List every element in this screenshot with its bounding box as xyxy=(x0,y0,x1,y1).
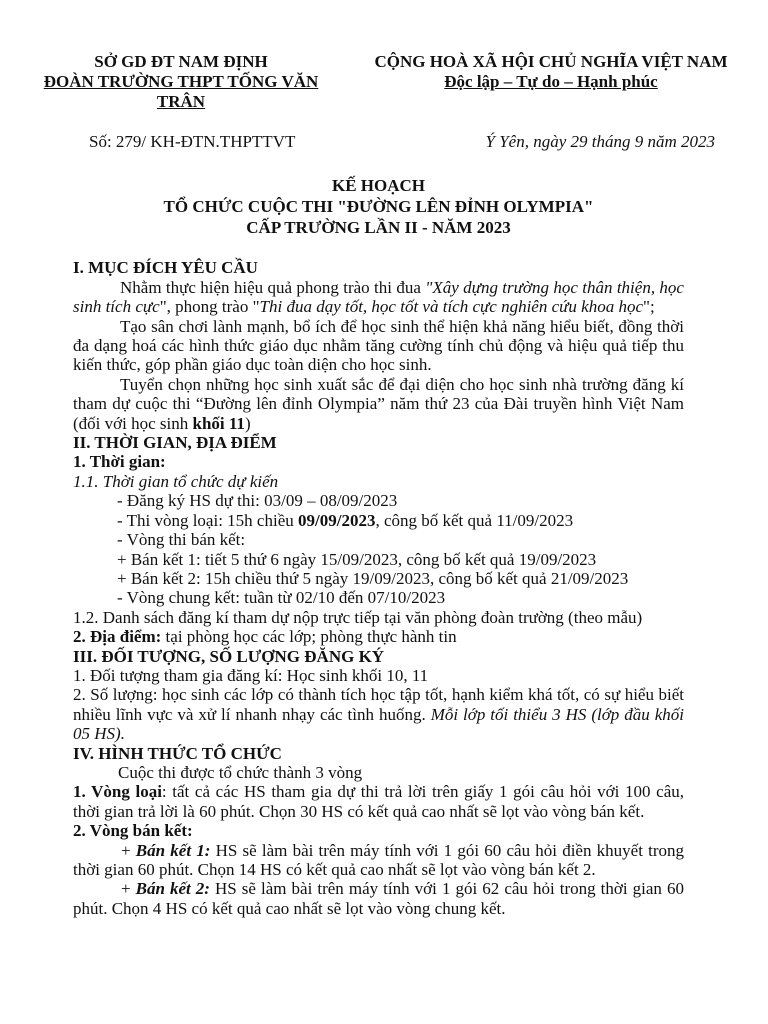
semifinal-1-paragraph xyxy=(73,841,684,880)
text-run: , công bố kết quả 11/09/2023 xyxy=(375,510,574,530)
text-run: HS sẽ làm bài trên máy tính với 1 gói 62 câu hỏi trong thời gian 60 phút. Chọn 4 HS có kết quả cao nhất sẽ lọt vào vòng chung kết. xyxy=(73,879,684,918)
text-run: + xyxy=(121,840,136,860)
text-run: 2. Số lượng: học sinh các lớp có thành tích học tập tốt, hạnh kiểm khá tốt, có sự hiểu biết nhiều lĩnh vực và xử lí nhanh nhạy các tình huống. xyxy=(73,685,684,724)
document-date: Ý Yên, ngày 29 tháng 9 năm 2023 xyxy=(485,132,715,151)
text-run-bold: 2. Địa điểm: xyxy=(73,627,162,647)
text-run: tại phòng học các lớp; phòng thực hành tin xyxy=(161,627,457,647)
text-run-italic: Mỗi lớp tối thiểu 3 HS (lớp đầu khối 05 HS). xyxy=(73,704,684,744)
text-run: HS sẽ làm bài trên máy tính với 1 gói 60 câu hỏi điền khuyết trong thời gian 60 phút. Chọn 14 HS có kết quả cao nhất sẽ lọt vào vòng bán kết 2. xyxy=(73,840,685,879)
schedule-item-semifinal-1: + Bán kết 1: tiết 5 thứ 6 ngày 15/09/2023, công bố kết quả 19/09/2023 xyxy=(117,549,597,569)
text-run-bold-italic: Bán kết 2: xyxy=(135,879,210,899)
text-run: : tất cả các HS tham gia dự thi trả lời trên giấy 1 gói câu hỏi với 100 câu, thời gian trả lời là 60 phút. Chọn 30 HS có kết quả cao nhất sẽ lọt vào vòng bán kết. xyxy=(73,782,684,821)
text-run: Nhằm thực hiện hiệu quả phong trào thi đua xyxy=(120,277,426,297)
text-run-bold: khối 11 xyxy=(192,413,245,433)
text-run-bold: 09/09/2023 xyxy=(298,510,376,530)
text-run-bold: 1. Vòng loại xyxy=(73,782,162,802)
document-number: Số: 279/ KH-ĐTN.THPTTVT xyxy=(89,132,296,151)
title-line-1: KẾ HOẠCH xyxy=(331,176,426,196)
section-1-paragraph-3 xyxy=(73,375,684,433)
schedule-item-final: - Vòng chung kết: tuần từ 02/10 đến 07/10/2023 xyxy=(117,588,446,608)
national-motto xyxy=(371,52,731,112)
schedule-item-semifinal-2: + Bán kết 2: 15h chiều thứ 5 ngày 19/09/2023, công bố kết quả 21/09/2023 xyxy=(117,568,629,588)
section-3-heading: III. ĐỐI TƯỢNG, SỐ LƯỢNG ĐĂNG KÝ xyxy=(73,646,385,666)
text-run: ", phong trào " xyxy=(159,297,260,317)
schedule-item-qualifier xyxy=(73,511,684,530)
text-run: - Thi vòng loại: 15h chiều xyxy=(117,510,298,530)
text-run: ) xyxy=(244,413,251,433)
text-run-italic: Thi đua dạy tốt, học tốt và tích cực nghiên cứu khoa học xyxy=(259,297,644,317)
quantity-paragraph xyxy=(73,685,684,743)
section-1-paragraph-1 xyxy=(73,278,684,317)
section-2-subheading-schedule: 1.1. Thời gian tổ chức dự kiến xyxy=(73,471,279,491)
section-1-heading: I. MỤC ĐÍCH YÊU CẦU xyxy=(73,258,258,278)
schedule-item-registration: - Đăng ký HS dự thi: 03/09 – 08/09/2023 xyxy=(117,491,398,511)
semifinal-round-heading: 2. Vòng bán kết: xyxy=(73,821,193,841)
section-1-paragraph-2: Tạo sân chơi lành mạnh, bổ ích để học sinh thể hiện khả năng hiểu biết, đồng thời đa dạng hoá các hình thức giáo dục nhằm tăng cường tính chủ động và hiệu quả tiếp thu kiến thức, góp phần giáo dục toàn diện cho học sinh. xyxy=(73,316,684,375)
document-header xyxy=(43,52,728,112)
text-run: "; xyxy=(643,297,655,317)
department-name: SỞ GD ĐT NAM ĐỊNH xyxy=(94,52,268,71)
country-name: CỘNG HOÀ XÃ HỘI CHỦ NGHĨA VIỆT NAM xyxy=(374,52,728,71)
school-union-name: ĐOÀN TRƯỜNG THPT TỐNG VĂN TRÂN xyxy=(43,72,319,111)
qualifier-round-paragraph xyxy=(73,782,684,821)
text-run: + xyxy=(121,879,136,899)
section-4-heading: IV. HÌNH THỨC TỔ CHỨC xyxy=(73,743,282,763)
semifinal-2-paragraph xyxy=(73,879,684,918)
reference-line xyxy=(73,132,715,151)
text-run: Tuyển chọn những học sinh xuất sắc để đại diện cho học sinh nhà trường đăng kí tham dự cuộc thi “Đường lên đỉnh Olympia” năm thứ 23 của Đài truyền hình Việt Nam (đối với học sinh xyxy=(73,374,684,433)
registration-list-note: 1.2. Danh sách đăng kí tham dự nộp trực tiếp tại văn phòng đoàn trường (theo mẫu) xyxy=(73,607,643,627)
text-run-italic: "Xây dựng trường học thân thiện, học sinh tích cực xyxy=(73,277,684,317)
schedule-item-semifinal: - Vòng thi bán kết: xyxy=(117,530,246,550)
title-line-2: TỔ CHỨC CUỘC THI "ĐƯỜNG LÊN ĐỈNH OLYMPIA" xyxy=(163,197,594,217)
venue-line xyxy=(73,627,684,646)
section-2-subheading-time: 1. Thời gian: xyxy=(73,452,166,472)
section-2-heading: II. THỜI GIAN, ĐỊA ĐIỂM xyxy=(73,433,277,453)
participants-line: 1. Đối tượng tham gia đăng kí: Học sinh khối 10, 11 xyxy=(73,665,429,685)
title-line-3: CẤP TRƯỜNG LẦN II - NĂM 2023 xyxy=(246,218,511,238)
motto: Độc lập – Tự do – Hạnh phúc xyxy=(444,72,658,91)
document-title xyxy=(73,175,684,238)
rounds-intro: Cuộc thi được tổ chức thành 3 vòng xyxy=(118,762,363,782)
issuing-organization xyxy=(36,52,326,112)
text-run-bold-italic: Bán kết 1: xyxy=(135,840,211,860)
